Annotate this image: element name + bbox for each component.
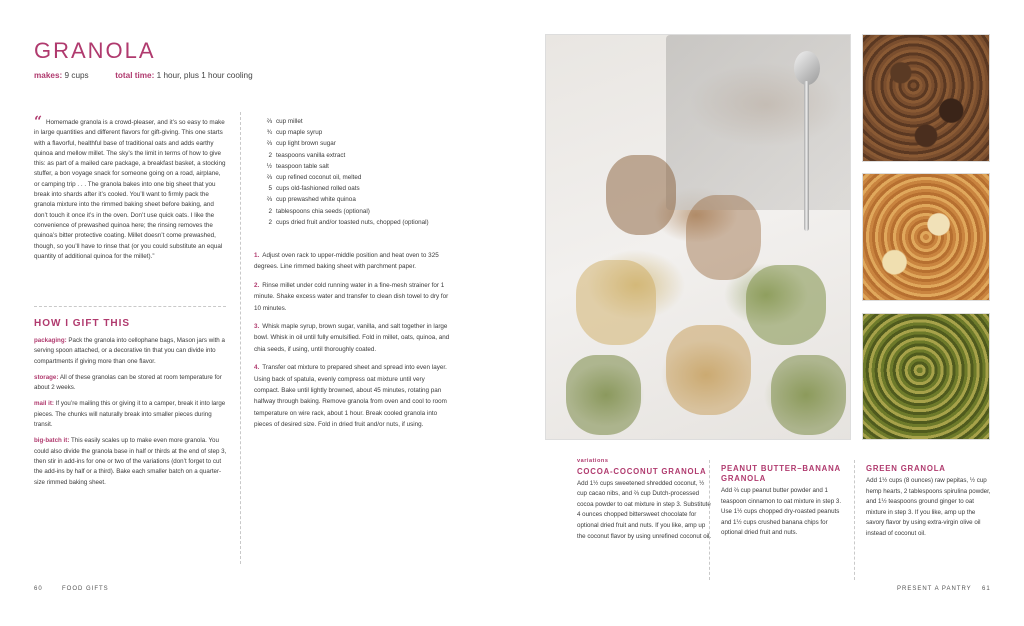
gift-note-label: big-batch it: — [34, 437, 70, 445]
granola-bag — [606, 155, 676, 235]
granola-bag — [686, 195, 761, 280]
footer-page-number-left: 60 — [34, 586, 43, 592]
footer-section-right: PRESENT A PANTRY — [897, 586, 972, 592]
total-time-label: total time: — [115, 71, 155, 80]
ingredient-text: cups dried fruit and/or toasted nuts, chopped (optional) — [276, 218, 429, 226]
granola-bag — [576, 260, 656, 345]
ingredient-item — [262, 172, 482, 183]
step-number: 2. — [254, 281, 260, 289]
gift-note-label: mail it: — [34, 400, 54, 408]
footer-section-left: FOOD GIFTS — [62, 586, 109, 592]
peanut-granola-photo — [862, 173, 990, 301]
ingredient-item — [262, 206, 482, 217]
ingredient-item — [262, 116, 482, 127]
intro-paragraph — [34, 114, 226, 262]
variation-peanut-banana — [721, 464, 849, 539]
how-i-gift-heading: HOW I GIFT THIS — [34, 318, 131, 329]
ingredient-text: tablespoons chia seeds (optional) — [276, 207, 370, 215]
variation-title: COCOA-COCONUT GRANOLA — [577, 466, 707, 476]
ingredient-text: cup maple syrup — [276, 129, 323, 137]
gift-note-text: This easily scales up to make even more granola. You could also divide the granola base in half or thirds at the end of step 3, then stir in add-ins for one or two of the variations (don’t forget to cut the add-ins by half or a third). Bake each smaller batch on a quarter-size rimmed baking sheet. — [34, 437, 227, 486]
granola-bag — [746, 265, 826, 345]
granola-bag — [666, 325, 751, 415]
ingredient-qty: 2 — [268, 218, 272, 226]
ingredient-item — [262, 183, 482, 194]
ingredient-item — [262, 127, 482, 138]
makes-label: makes: — [34, 71, 63, 80]
gift-note-packaging — [34, 336, 230, 367]
variation-text: Add ⅔ cup peanut butter powder and 1 teaspoon cinnamon to oat mixture in step 3. Use 1½ cups chopped dry-roasted peanuts and 1½ cups crushed banana chips for optional dried fruit and nuts. — [721, 487, 842, 537]
ingredient-qty: ¾ — [266, 129, 272, 137]
column-divider — [240, 112, 241, 564]
ingredient-text: cups old-fashioned rolled oats — [276, 185, 360, 193]
gift-note-label: storage: — [34, 373, 59, 381]
ingredient-text: cup light brown sugar — [276, 140, 336, 148]
ingredient-qty: 2 — [268, 207, 272, 215]
ingredient-qty: ⅔ — [266, 118, 272, 125]
ingredient-item — [262, 161, 482, 172]
ingredient-item — [262, 194, 482, 205]
variation-cocoa-coconut — [577, 456, 713, 542]
ingredient-item — [262, 138, 482, 149]
gift-note-text: If you’re mailing this or giving it to a camper, break it into large pieces. The chunks will naturally break into smaller pieces during transit. — [34, 400, 226, 429]
step-number: 4. — [254, 364, 260, 372]
step-text: Adjust oven rack to upper-middle position and heat oven to 325 degrees. Line rimmed baking sheet with parchment paper. — [254, 252, 439, 271]
ingredient-qty: ½ — [266, 162, 272, 170]
variations-tag: variations — [577, 458, 609, 464]
ingredient-text: teaspoon table salt — [276, 162, 329, 170]
ingredient-qty: 5 — [268, 185, 272, 193]
spoon-handle — [804, 81, 809, 231]
gift-note-mail — [34, 399, 230, 430]
ingredient-text: cup millet — [276, 118, 303, 125]
ingredient-item — [262, 150, 482, 161]
column-divider — [854, 460, 855, 580]
method-steps — [254, 250, 452, 438]
variation-title: GREEN GRANOLA — [866, 464, 946, 473]
green-granola-photo — [862, 313, 990, 440]
cocoa-granola-photo — [862, 34, 990, 162]
gift-note-storage — [34, 373, 230, 394]
ingredient-qty: ⅔ — [266, 174, 272, 182]
step — [254, 280, 452, 314]
recipe-meta — [34, 71, 253, 80]
step-text: Whisk maple syrup, brown sugar, vanilla, and salt together in large bowl. Whisk in oil until fully emulsified. Fold in millet, oats, quinoa, and chia seeds, if using, until thoroughly coated. — [254, 323, 450, 353]
step-text: Rinse millet under cold running water in a fine-mesh strainer for 1 minute. Shake excess water and transfer to clean dish towel to dry for 10 minutes. — [254, 281, 449, 312]
ingredient-qty: ⅔ — [266, 140, 272, 148]
granola-bags-photo — [545, 34, 851, 440]
gift-notes — [34, 336, 230, 494]
recipe-title: GRANOLA — [34, 38, 156, 63]
step — [254, 362, 452, 430]
step-number: 1. — [254, 252, 260, 259]
ingredient-text: cup refined coconut oil, melted — [276, 174, 362, 182]
ingredient-qty: ⅔ — [266, 196, 272, 204]
ingredient-text: teaspoons vanilla extract — [276, 151, 346, 159]
variation-green — [866, 464, 994, 540]
makes-value: 9 cups — [64, 71, 89, 80]
granola-bag — [771, 355, 846, 435]
ingredient-item — [262, 217, 482, 228]
step-number: 3. — [254, 323, 260, 331]
quote-mark: “ — [34, 114, 43, 130]
ingredient-text: cup prewashed white quinoa — [276, 196, 356, 204]
variation-text: Add 1½ cups (8 ounces) raw pepitas, ½ cup hemp hearts, 2 tablespoons spirulina powder, and 1½ teaspoons ground ginger to oat mixture in step 3. If you like, amp up the savory flavor by using extra-virgin olive oil instead of coconut oil. — [866, 477, 991, 537]
intro-text: Homemade granola is a crowd-pleaser, and it’s so easy to make in large quantities and different flavors for gift-giving. This one starts with a flavorful, healthful base of traditional oats and adds earthy quinoa and mellow millet. The sky’s the limit in terms of how to give this: as part of a mailed care package, a breakfast basket, a stocking stuffer, a bon voyage snack for someone going on a road, airplane, or camping trip . . . The granola bakes into one big sheet that you break into shards after it’s cooled. You’ll want to firmly pack the granola mixture into the rimmed baking sheet before baking, and don’t touch it once it’s in the oven. Don’t use quick oats. I like the convenience of prewashed quinoa here; the rinsing removes the quinoa’s bitter protective coating. Millet doesn’t come prewashed, though, so you’ll have to rinse that (or you could substitute an equal quantity of additional quinoa for the millet).” — [34, 119, 226, 260]
gift-note-text: Pack the granola into cellophane bags, Mason jars with a serving spoon attached, or a decorative tin that you can divide into compartments if giving more than one flavor. — [34, 337, 225, 365]
baking-tray — [666, 35, 851, 210]
footer-page-number-right: 61 — [982, 586, 991, 592]
spoon — [794, 51, 820, 85]
ingredients-list — [262, 116, 482, 228]
gift-note-text: All of these granolas can be stored at room temperature for about 2 weeks. — [34, 373, 222, 392]
step — [254, 321, 452, 355]
gift-note-big-batch — [34, 436, 230, 487]
gift-note-label: packaging: — [34, 337, 67, 344]
ingredient-qty: 2 — [268, 151, 272, 159]
step — [254, 250, 452, 273]
variation-title: PEANUT BUTTER–BANANA GRANOLA — [721, 464, 841, 483]
step-text: Transfer oat mixture to prepared sheet and spread into even layer. Using back of spatula, evenly compress oat mixture until very compact. Bake until lightly browned, about 45 minutes, rotating pan halfway through baking. Remove granola from oven and cool to room temperature on wire rack, about 1 hour. Break cooled granola into pieces of desired size. Fold in dried fruit and/or nuts, if using. — [254, 364, 447, 429]
granola-bag — [566, 355, 641, 435]
divider — [34, 306, 226, 307]
total-time-value: 1 hour, plus 1 hour cooling — [156, 71, 253, 80]
variation-text: Add 1½ cups sweetened shredded coconut, ½ cup cacao nibs, and ⅔ cup Dutch-processed cocoa powder to oat mixture in step 3. Substitute 4 ounces chopped bittersweet chocolate for optional dried fruit and nuts. If you like, amp up the coconut flavor by using unrefined coconut oil. — [577, 479, 712, 540]
column-divider — [709, 460, 710, 580]
